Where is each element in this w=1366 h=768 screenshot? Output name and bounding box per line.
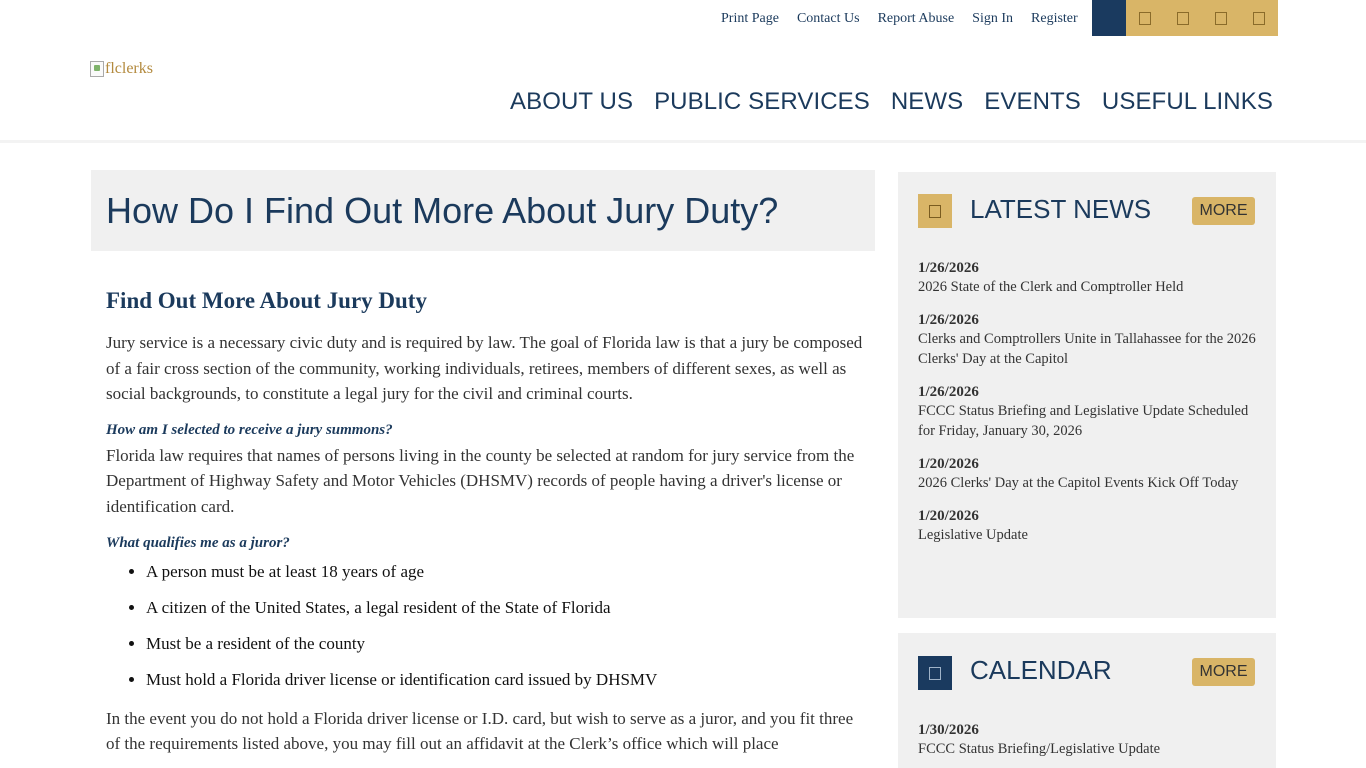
report-abuse-link[interactable]: Report Abuse (877, 11, 955, 26)
question-selection: How am I selected to receive a jury summons? (106, 421, 393, 438)
list-item: • A citizen of the United States, a legal resident of the State of Florida (146, 598, 866, 618)
twitter-icon[interactable] (1164, 0, 1202, 36)
social-bar (1092, 0, 1278, 36)
calendar-title: CALENDAR (970, 655, 1112, 685)
print-page-link[interactable]: Print Page (721, 11, 779, 26)
news-more-button[interactable]: MORE (1192, 197, 1255, 225)
news-headline[interactable]: 2026 State of the Clerk and Comptroller Held (918, 279, 1184, 295)
calendar-widget (898, 633, 1276, 768)
news-item[interactable] (918, 455, 1263, 493)
contact-us-link[interactable]: Contact Us (796, 11, 860, 26)
main-nav (510, 88, 1294, 116)
news-date: 1/20/2026 (918, 456, 979, 472)
latest-news-title: LATEST NEWS (970, 194, 1152, 224)
calendar-item[interactable] (918, 721, 1263, 759)
news-headline[interactable]: Clerks and Comptrollers Unite in Tallahassee for the 2026 Clerks' Day at the Capitol (918, 331, 1256, 367)
answer-selection: Florida law requires that names of persons living in the county be selected at random for jury service from the Department of Highway Safety and Motor Vehicles (DHSMV) records of people having a driver's license or identification card. (106, 445, 855, 516)
list-item: • Must hold a Florida driver license or identification card issued by DHSMV (146, 670, 866, 690)
calendar-list (918, 721, 1263, 768)
article-heading: Find Out More About Jury Duty (106, 288, 427, 313)
latest-news-widget (898, 172, 1276, 618)
broken-image-icon (90, 61, 104, 77)
list-item: • A person must be at least 18 years of age (146, 562, 866, 582)
news-item[interactable] (918, 259, 1263, 297)
event-date: 1/30/2026 (918, 722, 979, 738)
intro-paragraph: Jury service is a necessary civic duty and is required by law. The goal of Florida law is that a jury be composed of a fair cross section of the community, working individuals, retirees, members of different sexes, as well as social backgrounds, to constitute a legal jury for the civil and criminal courts. (106, 333, 863, 404)
news-item[interactable] (918, 311, 1263, 369)
closing-paragraph: In the event you do not hold a Florida driver license or I.D. card, but wish to serve as a juror, and you fit three of the requirements listed above, you may fill out an affidavit at the Clerk’s office which will place (106, 708, 854, 754)
news-date: 1/26/2026 (918, 384, 979, 400)
news-headline[interactable]: 2026 Clerks' Day at the Capitol Events Kick Off Today (918, 475, 1239, 491)
article-body (106, 288, 866, 757)
utility-nav (721, 10, 1096, 28)
news-date: 1/20/2026 (918, 508, 979, 524)
page-title: How Do I Find Out More About Jury Duty? (106, 190, 779, 231)
site-logo[interactable] (90, 60, 153, 78)
calendar-icon (918, 656, 952, 690)
instagram-icon[interactable] (1202, 0, 1240, 36)
facebook-icon[interactable] (1126, 0, 1164, 36)
logo-alt-text: flclerks (105, 60, 153, 77)
newspaper-icon (918, 194, 952, 228)
question-qualifications: What qualifies me as a juror? (106, 534, 290, 551)
register-link[interactable]: Register (1031, 11, 1078, 26)
list-item: • Must be a resident of the county (146, 634, 866, 654)
news-date: 1/26/2026 (918, 260, 979, 276)
nav-about-us[interactable]: ABOUT US (510, 88, 634, 115)
sign-in-link[interactable]: Sign In (972, 11, 1014, 26)
news-item[interactable] (918, 507, 1263, 545)
nav-news[interactable]: NEWS (890, 88, 964, 115)
header-divider (0, 140, 1366, 143)
event-title[interactable]: FCCC Status Briefing/Legislative Update (918, 741, 1161, 757)
news-headline[interactable]: FCCC Status Briefing and Legislative Update Scheduled for Friday, January 30, 2026 (918, 403, 1249, 439)
requirements-list (146, 562, 866, 690)
nav-events[interactable]: EVENTS (984, 88, 1081, 115)
page-title-box (91, 170, 875, 251)
home-icon[interactable] (1092, 0, 1126, 36)
news-item[interactable] (918, 383, 1263, 441)
nav-public-services[interactable]: PUBLIC SERVICES (654, 88, 870, 115)
news-date: 1/26/2026 (918, 312, 979, 328)
calendar-more-button[interactable]: MORE (1192, 658, 1255, 686)
nav-useful-links[interactable]: USEFUL LINKS (1101, 88, 1273, 115)
news-headline[interactable]: Legislative Update (918, 527, 1028, 543)
news-list (918, 259, 1263, 559)
youtube-icon[interactable] (1240, 0, 1278, 36)
